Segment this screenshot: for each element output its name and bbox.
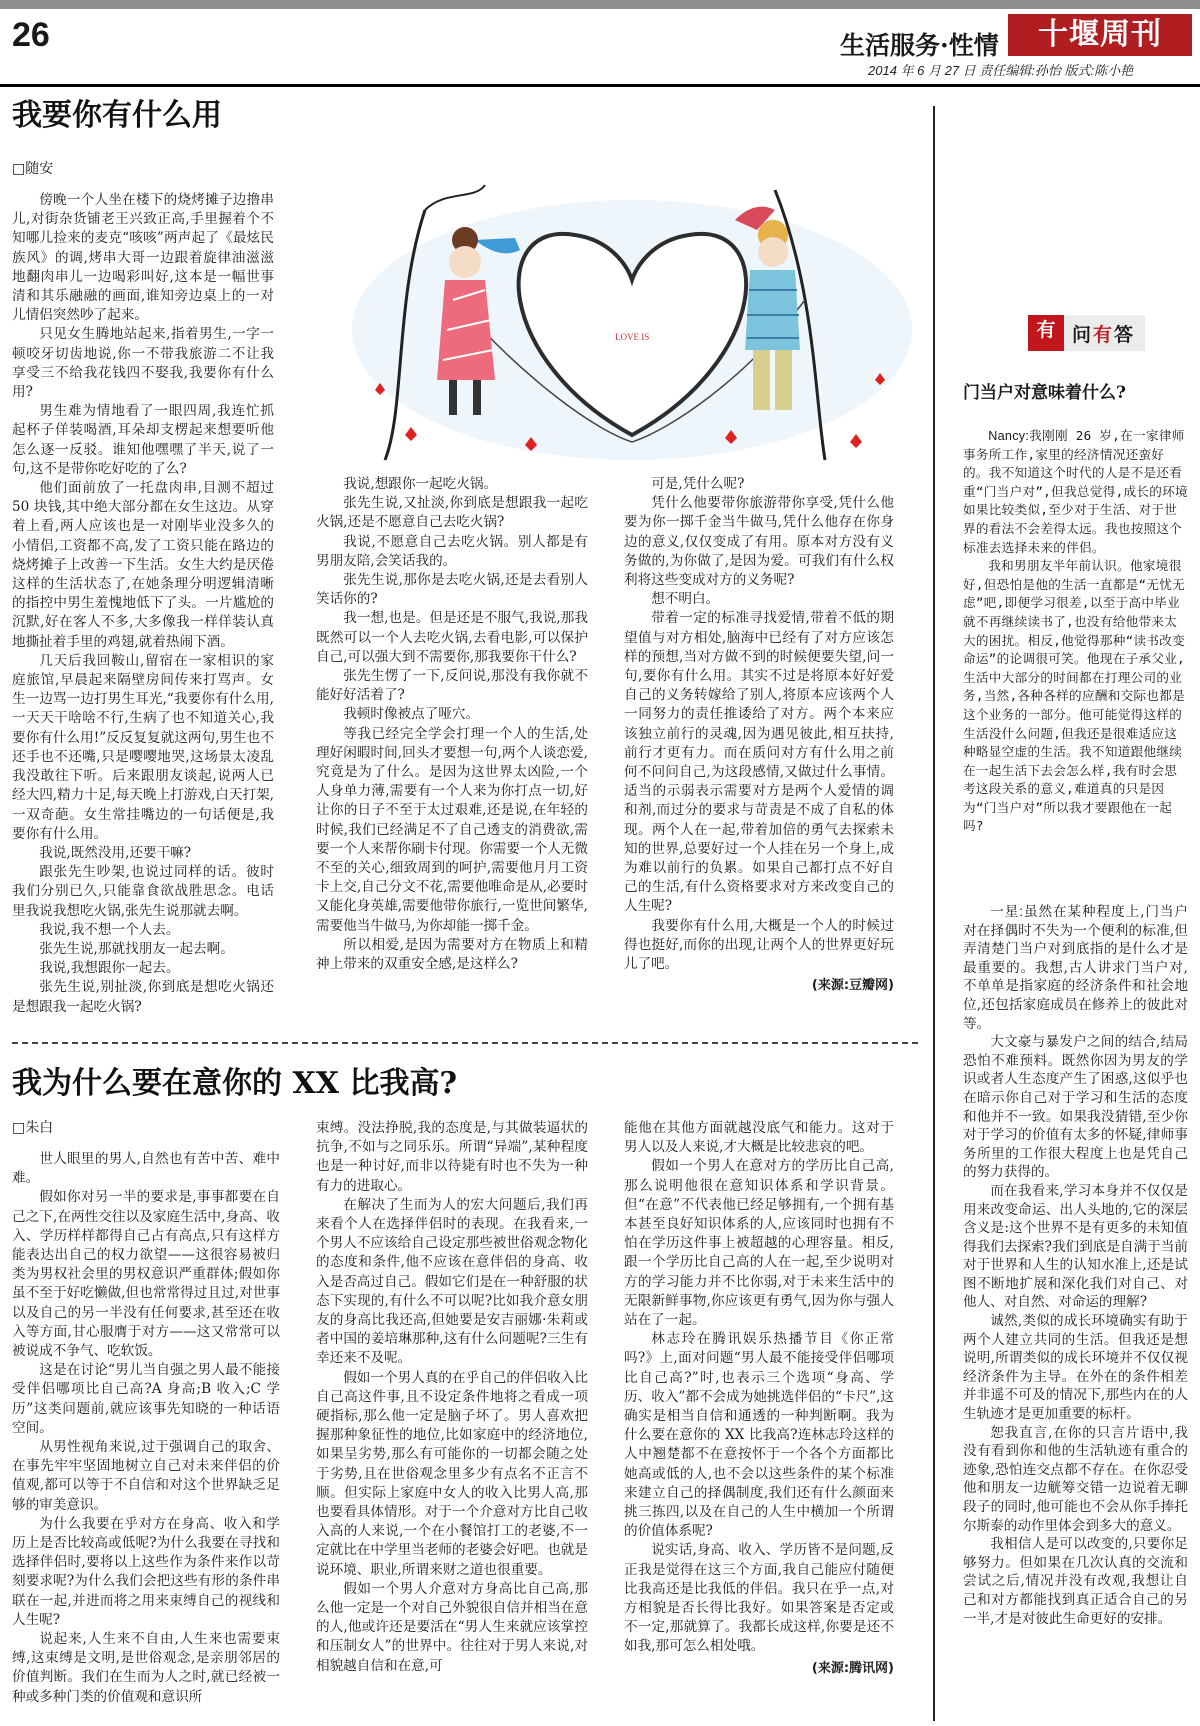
couple-heart-illustration bbox=[345, 180, 920, 465]
paragraph: 张先生说,又扯淡,你到底是想跟我一起吃火锅,还是不愿意自己去吃火锅? bbox=[316, 495, 588, 531]
question-speaker: Nancy: bbox=[988, 429, 1030, 443]
paragraph: 恕我直言,在你的只言片语中,我没有看到你和他的生活轨迹有重合的迹象,恐怕连交点都不存在。在你忍受他和朋友一边觥筹交错一边说着无聊段子的同时,他可能也不会从你手捧托尔斯泰的动作里体会到多大的意义。 bbox=[963, 1424, 1188, 1534]
paragraph: 我说,不愿意自己去吃火锅。别人都是有男朋友陪,会笑话我的。 bbox=[316, 533, 588, 569]
paragraph: 这是在讨论“男儿当自强之男人最不能接受伴侣哪项比自己高?A 身高;B 收入;C 学历”这类问题前,就应该事先知晓的一种话语空间。 bbox=[12, 1362, 280, 1436]
publication-brand: 十堰周刊 bbox=[1008, 14, 1192, 56]
paragraph: 几天后我回鞍山,留宿在一家相识的家庭旅馆,早晨起来隔壁房间传来打骂声。女生一边骂一边打男生耳光,“我要你有什么用,一天天干啥啥不行,生病了也不知道关心,我要你有什么用!”反反复复就这两句,男生也不还手也不还嘴,只是嘤嘤地哭,这场景太凌乱我没敢往下听。后来跟朋友谈起,说两人已经大四,精力十足,每天晚上打游戏,白天打架,一双奇葩。女生常挂嘴边的一句话便是,我要你有什么用。 bbox=[12, 652, 274, 842]
paragraph: 能他在其他方面就越没底气和能力。这对于男人以及人来说,才大概是比较悲哀的吧。 bbox=[624, 1120, 894, 1156]
paragraph: 世人眼里的男人,自然也有苦中苦、难中难。 bbox=[12, 1151, 280, 1187]
paragraph: 从男性视角来说,过于强调自己的取舍、在事先牢牢坚固地树立自己对未来伴侣的价值观,都可以等于不自信和对这个世界缺乏足够的审美意识。 bbox=[12, 1439, 280, 1513]
paragraph: 林志玲在腾讯娱乐热播节目《你正常吗?》上,面对问题“男人最不能接受伴侣哪项比自己高?”时,也表示三个选项“身高、学历、收入”都不会成为她挑选伴侣的“卡尺”,这确实是相当自信和通透的一种判断啊。我为什么要在意你的 XX 比我高?连林志玲这样的人中翘楚都不在意按怀于一个各个方面都比她高或低的人,也不会以这些条件的某个标准来建立自己的择偶制度,我们还有什么颜面来挑三拣四,以及在自己的人生中横加一个所谓的价值体系呢? bbox=[624, 1331, 894, 1540]
sidebar-answer bbox=[963, 903, 1188, 1628]
paragraph: 我顿时像被点了哑穴。 bbox=[343, 706, 480, 723]
article2-byline: □朱白 bbox=[12, 1120, 54, 1136]
love-is-label: LOVE IS bbox=[615, 332, 650, 342]
paragraph: 而在我看来,学习本身并不仅仅是用来改变命运、出人头地的,它的深层含义是:这个世界不是有更多的未知值得我们去探索?我们到底是自满于当前对于世界和人生的认知水准上,还是试图不断地扩展和深化我们对自己、对他人、对自然、对命运的理解? bbox=[963, 1182, 1188, 1311]
paragraph: 在解决了生而为人的宏大问题后,我们再来看个人在选择伴侣时的表现。在我看来,一个男人不应该给自己设定那些被世俗观念物化的态度和条件,他不应该在意伴侣的身高、收入是否高过自己。假如它们是在一种舒服的状态下实现的,有什么不可以呢?比如我介意女朋友的身高比我还高,但她要是安吉丽娜·朱莉或者中国的姜培琳那种,这有什么问题呢?三生有幸还来不及呢。 bbox=[316, 1196, 588, 1367]
paragraph: 我刚刚 26 岁,在一家律师事务所工作,家里的经济情况还蛮好的。我不知道这个时代的人是不是还看重“门当户对”,但我总觉得,成长的环境如果比较类似,至少对于生活、对于世界的看法不会差得太远。我也按照这个标准去选择未来的伴侣。 bbox=[963, 428, 1188, 555]
paragraph: 束缚。没法挣脱,我的态度是,与其做装逼状的抗争,不如与之同乐乐。所谓“异端”,某种程度也是一种讨好,而非以待毙有时也不失为一种有力的进取心。 bbox=[316, 1120, 588, 1194]
paragraph: 大文豪与暴发户之间的结合,结局恐怕不难预料。既然你因为男友的学识或者人生态度产生了困惑,这似乎也在暗示你自己对于学习和生活的态度和他并不一致。如果我没猜错,至少你对于学习的价值有太多的怀疑,律师事务所里的工作很大程度上也是凭自己的努力获得的。 bbox=[963, 1034, 1188, 1181]
article1-source: (来源:豆瓣网) bbox=[811, 978, 894, 994]
paragraph: 男生难为情地看了一眼四周,我连忙抓起杯子佯装喝酒,耳朵却支楞起来想要听他怎么逐一反驳。谁知他嘿嘿了半天,说了一句,这不是带你吃好吃的了么? bbox=[12, 403, 274, 477]
dateline-editors: 2014 年 6 月 27 日 责任编辑:孙怡 版式:陈小艳 bbox=[868, 63, 1134, 78]
top-gray-bar bbox=[0, 0, 1200, 9]
paragraph: 张先生说,那你是去吃火锅,还是去看别人笑话你的? bbox=[316, 572, 588, 608]
column-divider bbox=[933, 106, 935, 1721]
paragraph: 假如你对另一半的要求是,事事都要在自己之下,在两性交往以及家庭生活中,身高、收入、学历样样都得自己占有高点,只有这样方能表达出自己的权力欲望——这很容易被归类为男权社会里的男权意识严重群体;假如你虽不至于好吃懒做,但也常常得过且过,对世事以及自己的另一半没有任何要求,甚至还在收入等方面,甘心服膺于对方——这又常常可以被说成不争气、吃软饭。 bbox=[12, 1189, 280, 1360]
paragraph: 我说,想跟你一起吃火锅。 bbox=[343, 476, 498, 492]
qa-badge-icon: 有 bbox=[1028, 315, 1064, 351]
paragraph: 张先生愣了一下,反问说,那没有我你就不能好好活着了? bbox=[316, 668, 588, 704]
paragraph: 假如一个男人介意对方身高比自己高,那么他一定是一个对自己外貌很自信并相当在意的人,他或许还是要活在“男人生来就应该掌控和压制女人”的世界中。往往对于男人来说,对相貌越自信和在意,可 bbox=[316, 1580, 588, 1674]
article2-headline: 我为什么要在意你的 XX 比我高? bbox=[12, 1066, 458, 1101]
article1-column-1 bbox=[12, 191, 274, 1017]
paragraph: 所以相爱,是因为需要对方在物质上和精神上带来的双重安全感,是这样么? bbox=[316, 936, 588, 973]
article2-source: (来源:腾讯网) bbox=[811, 1660, 894, 1676]
paragraph: 想不明白。 bbox=[651, 591, 720, 608]
paragraph: 他们面前放了一托盘肉串,目测不超过 50 块钱,其中绝大部分都在女生这边。从穿着上看,两人应该也是一对刚毕业没多久的小情侣,工资都不高,发了工资只能在路边的烧烤摊子上改善一下生活。女生大约是厌倦这样的生活状态了,在她条理分明逻辑清晰的指控中男生羞愧地低下了头。一片尴尬的沉默,好在客人不多,大多像我一样佯装认真地撕扯着手里的鸡翅,就着热闹下酒。 bbox=[12, 480, 274, 650]
paragraph: 我相信人是可以改变的,只要你足够努力。但如果在几次认真的交流和尝试之后,情况并没有改观,我想让自己和对方都能找到真正适合自己的另一半,才是对彼此生命更好的安排。 bbox=[963, 1536, 1188, 1627]
paragraph: 等我已经完全学会打理一个人的生活,处理好闲暇时间,回头才要想一句,两个人谈恋爱,究竟是为了什么。是因为这世界太凶险,一个人身单力薄,需要有一个人来为你打点一切,好让你的日子不至于太过艰难,还是说,在年轻的时候,我们已经满足不了自己透支的消费欲,需要一个人来帮你刷卡付现。你需要一个人无微不至的关心,细致周到的呵护,需要他月月工资卡上交,自己分文不花,需要他唯命是从,必要时又能化身英雄,需要他带你旅行,一览世间繁华,需要他当牛做马,为你却能一掷千金。 bbox=[316, 725, 588, 934]
qa-badge bbox=[1028, 315, 1145, 351]
section-title: 生活服务·性情 bbox=[840, 31, 999, 60]
paragraph: 张先生说,别扯淡,你到底是想吃火锅还是想跟我一起吃火锅? bbox=[12, 979, 274, 1015]
sidebar-question bbox=[963, 427, 1188, 836]
paragraph: 诚然,类似的成长环境确实有助于两个人建立共同的生活。但我还是想说明,所谓类似的成长环境并不仅仅视经济条件为主导。在外在的条件相差并非遥不可及的情况下,那些内在的人生轨迹才是更加重要的标杆。 bbox=[963, 1313, 1188, 1423]
sidebar-title: 门当户对意味着什么? bbox=[963, 383, 1126, 403]
article1-byline: □随安 bbox=[12, 161, 54, 177]
paragraph: 张先生说,那就找朋友一起去啊。 bbox=[39, 940, 234, 957]
article-separator bbox=[12, 1042, 918, 1044]
paragraph: 为什么我要在乎对方在身高、收入和学历上是否比较高或低呢?为什么我要在寻找和选择伴侣时,要将以上这些作为条件来作以苛刻要求呢?为什么我们会把这些有形的条件串联在一起,并进而将之用来束缚自己的视线和人生呢? bbox=[12, 1515, 280, 1628]
paragraph: 可是,凭什么呢? bbox=[651, 476, 745, 492]
article1-column-3 bbox=[624, 475, 894, 993]
article2-column-3 bbox=[624, 1119, 894, 1676]
qa-badge-label: 问有答 bbox=[1072, 323, 1136, 346]
paragraph: 傍晚一个人坐在楼下的烧烤摊子边撸串儿,对街杂货铺老王兴致正高,手里握着个不知哪儿捡来的麦克“咳咳”两声起了《最炫民族风》的调,烤串大哥一边跟着旋律油滋滋地翻肉串儿一边喝彩叫好,这本是一幅世事清和其乐融融的画面,谁知旁边桌上的一对儿情侣突然吵了起来。 bbox=[12, 192, 274, 324]
paragraph: 我一想,也是。但是还是不服气,我说,那我既然可以一个人去吃火锅,去看电影,可以保护自己,可以强大到不需要你,那我要你干什么? bbox=[316, 610, 588, 665]
paragraph: 凭什么他要带你旅游带你享受,凭什么他要为你一掷千金当牛做马,凭什么他存在你身边的意义,仅仅变成了有用。原本对方没有义务做的,为你做了,是因为爱。可我们有什么权利将这些变成对方的义务呢? bbox=[624, 495, 894, 589]
paragraph: 我要你有什么用,大概是一个人的时候过得也挺好,而你的出现,让两个人的世界更好玩儿了吧。 bbox=[624, 917, 894, 973]
paragraph: 我说,既然没用,还要干嘛? bbox=[39, 844, 192, 861]
paragraph: 说起来,人生来不自由,人生来也需要束缚,这束缚是文明,是世俗观念,是亲朋邻居的价值判断。我们在生而为人之时,就已经被一种或多种门类的价值观和意识所 bbox=[12, 1631, 280, 1705]
paragraph: 只见女生腾地站起来,指着男生,一字一顿咬牙切齿地说,你一不带我旅游二不让我享受三不给我花钱四不娶我,我要你有什么用? bbox=[12, 326, 274, 401]
paragraph: 我说,我想跟你一起去。 bbox=[39, 960, 180, 977]
paragraph: 说实话,身高、收入、学历皆不是问题,反正我是觉得在这三个方面,我自己能应付随便比我高还是比我低的伴侣。我只在乎一点,对方相貌是否长得比我好。如果答案是否定或不一定,那就算了。我都长成这样,你要是还不如我,那可怎么相处哦。 bbox=[624, 1542, 894, 1655]
article1-headline: 我要你有什么用 bbox=[12, 98, 222, 133]
page-number: 26 bbox=[12, 16, 50, 54]
header-rule bbox=[0, 84, 1200, 87]
paragraph: 我说,我不想一个人去。 bbox=[39, 921, 180, 938]
paragraph: 带着一定的标准寻找爱情,带着不低的期望值与对方相处,脑海中已经有了对方应该怎样的预想,当对方做不到的时候便要失望,问一句,要你有什么用。其实不过是将原本好好爱自己的义务转嫁给了别人,将原本应该两个人一同努力的责任推诿给了对方。两个本来应该独立前行的灵魂,因为遇见彼此,相互扶持,前行才更有力。而在质问对方有什么用之前何不问问自己,为这段感情,又做过什么事情。适当的示弱表示需要对方是两个人爱情的调和剂,而过分的要求与苛责是不成了自私的体现。两个人在一起,带着加倍的勇气去探索未知的世界,总要好过一个人挂在另一个身上,成为难以前行的负累。如果自己都打点不好自己的生活,有什么资格要求对方来改变自己的人生呢? bbox=[624, 610, 894, 915]
paragraph: 虽然在某种程度上,门当户对在择偶时不失为一个便利的标准,但弄清楚门当户对到底指的是什么才是最重要的。我想,古人讲求门当户对,不单单是指家庭的经济条件和社会地位,还包括家庭成员在修养上的彼此对等。 bbox=[963, 904, 1188, 1032]
article2-column-2 bbox=[316, 1119, 588, 1676]
paragraph: 跟张先生吵架,也说过同样的话。彼时我们分别已久,只能靠食欲战胜思念。电话里我说我想吃火锅,张先生说那就去啊。 bbox=[12, 864, 274, 919]
article1-column-2 bbox=[316, 475, 588, 974]
answer-speaker: 一星: bbox=[990, 904, 1024, 919]
paragraph: 假如一个男人在意对方的学历比自己高,那么说明他很在意知识体系和学识背景。但“在意”不代表他已经足够拥有,一个拥有基本甚至良好知识体系的人,应该同时也拥有不怕在学历这件事上被超越的心理容量。相反,跟一个学历比自己高的人在一起,至少说明对方的学习能力并不比你弱,对于未来生活中的无限新鲜事物,你应该更有勇气,因为你与强人站在了一起。 bbox=[624, 1158, 894, 1329]
paragraph: 假如一个男人真的在乎自己的伴侣收入比自己高这件事,且不设定条件地将之看成一项硬指标,那么他一定是脑子坏了。男人喜欢把握那种象征性的地位,比如家庭中的经济地位,如果呈劣势,那么有可能你的一切都会随之处于劣势,且在世俗观念里多少有点名不正言不顺。但实际上家庭中女人的收入比男人高,那也要看具体情形。对于一个介意对方比自己收入高的人来说,一个在小餐馆打工的老婆,不一定就比在中学里当老师的老婆会好吧。也就是说环境、职业,所谓来财之道也很重要。 bbox=[316, 1369, 588, 1578]
article2-column-1 bbox=[12, 1150, 280, 1707]
paragraph: 我和男朋友半年前认识。他家境很好,但恐怕是他的生活一直都是“无忧无虑”吧,即便学习很差,以至于高中毕业就不再继续读书了,也没有给他带来太大的困扰。相反,他觉得那种“读书改变命运”的论调很可笑。他现在子承父业,生活中大部分的时间都在打理公司的业务,当然,各种各样的应酬和交际也都是这个业务的一部分。他可能觉得这样的生活没什么问题,但我还是很难适应这种略显空虚的生活。我不知道跟他继续在一起生活下去会怎么样,我有时会思考这段关系的意义,难道真的只是因为“门当户对”所以我才要跟他在一起吗? bbox=[963, 558, 1186, 834]
